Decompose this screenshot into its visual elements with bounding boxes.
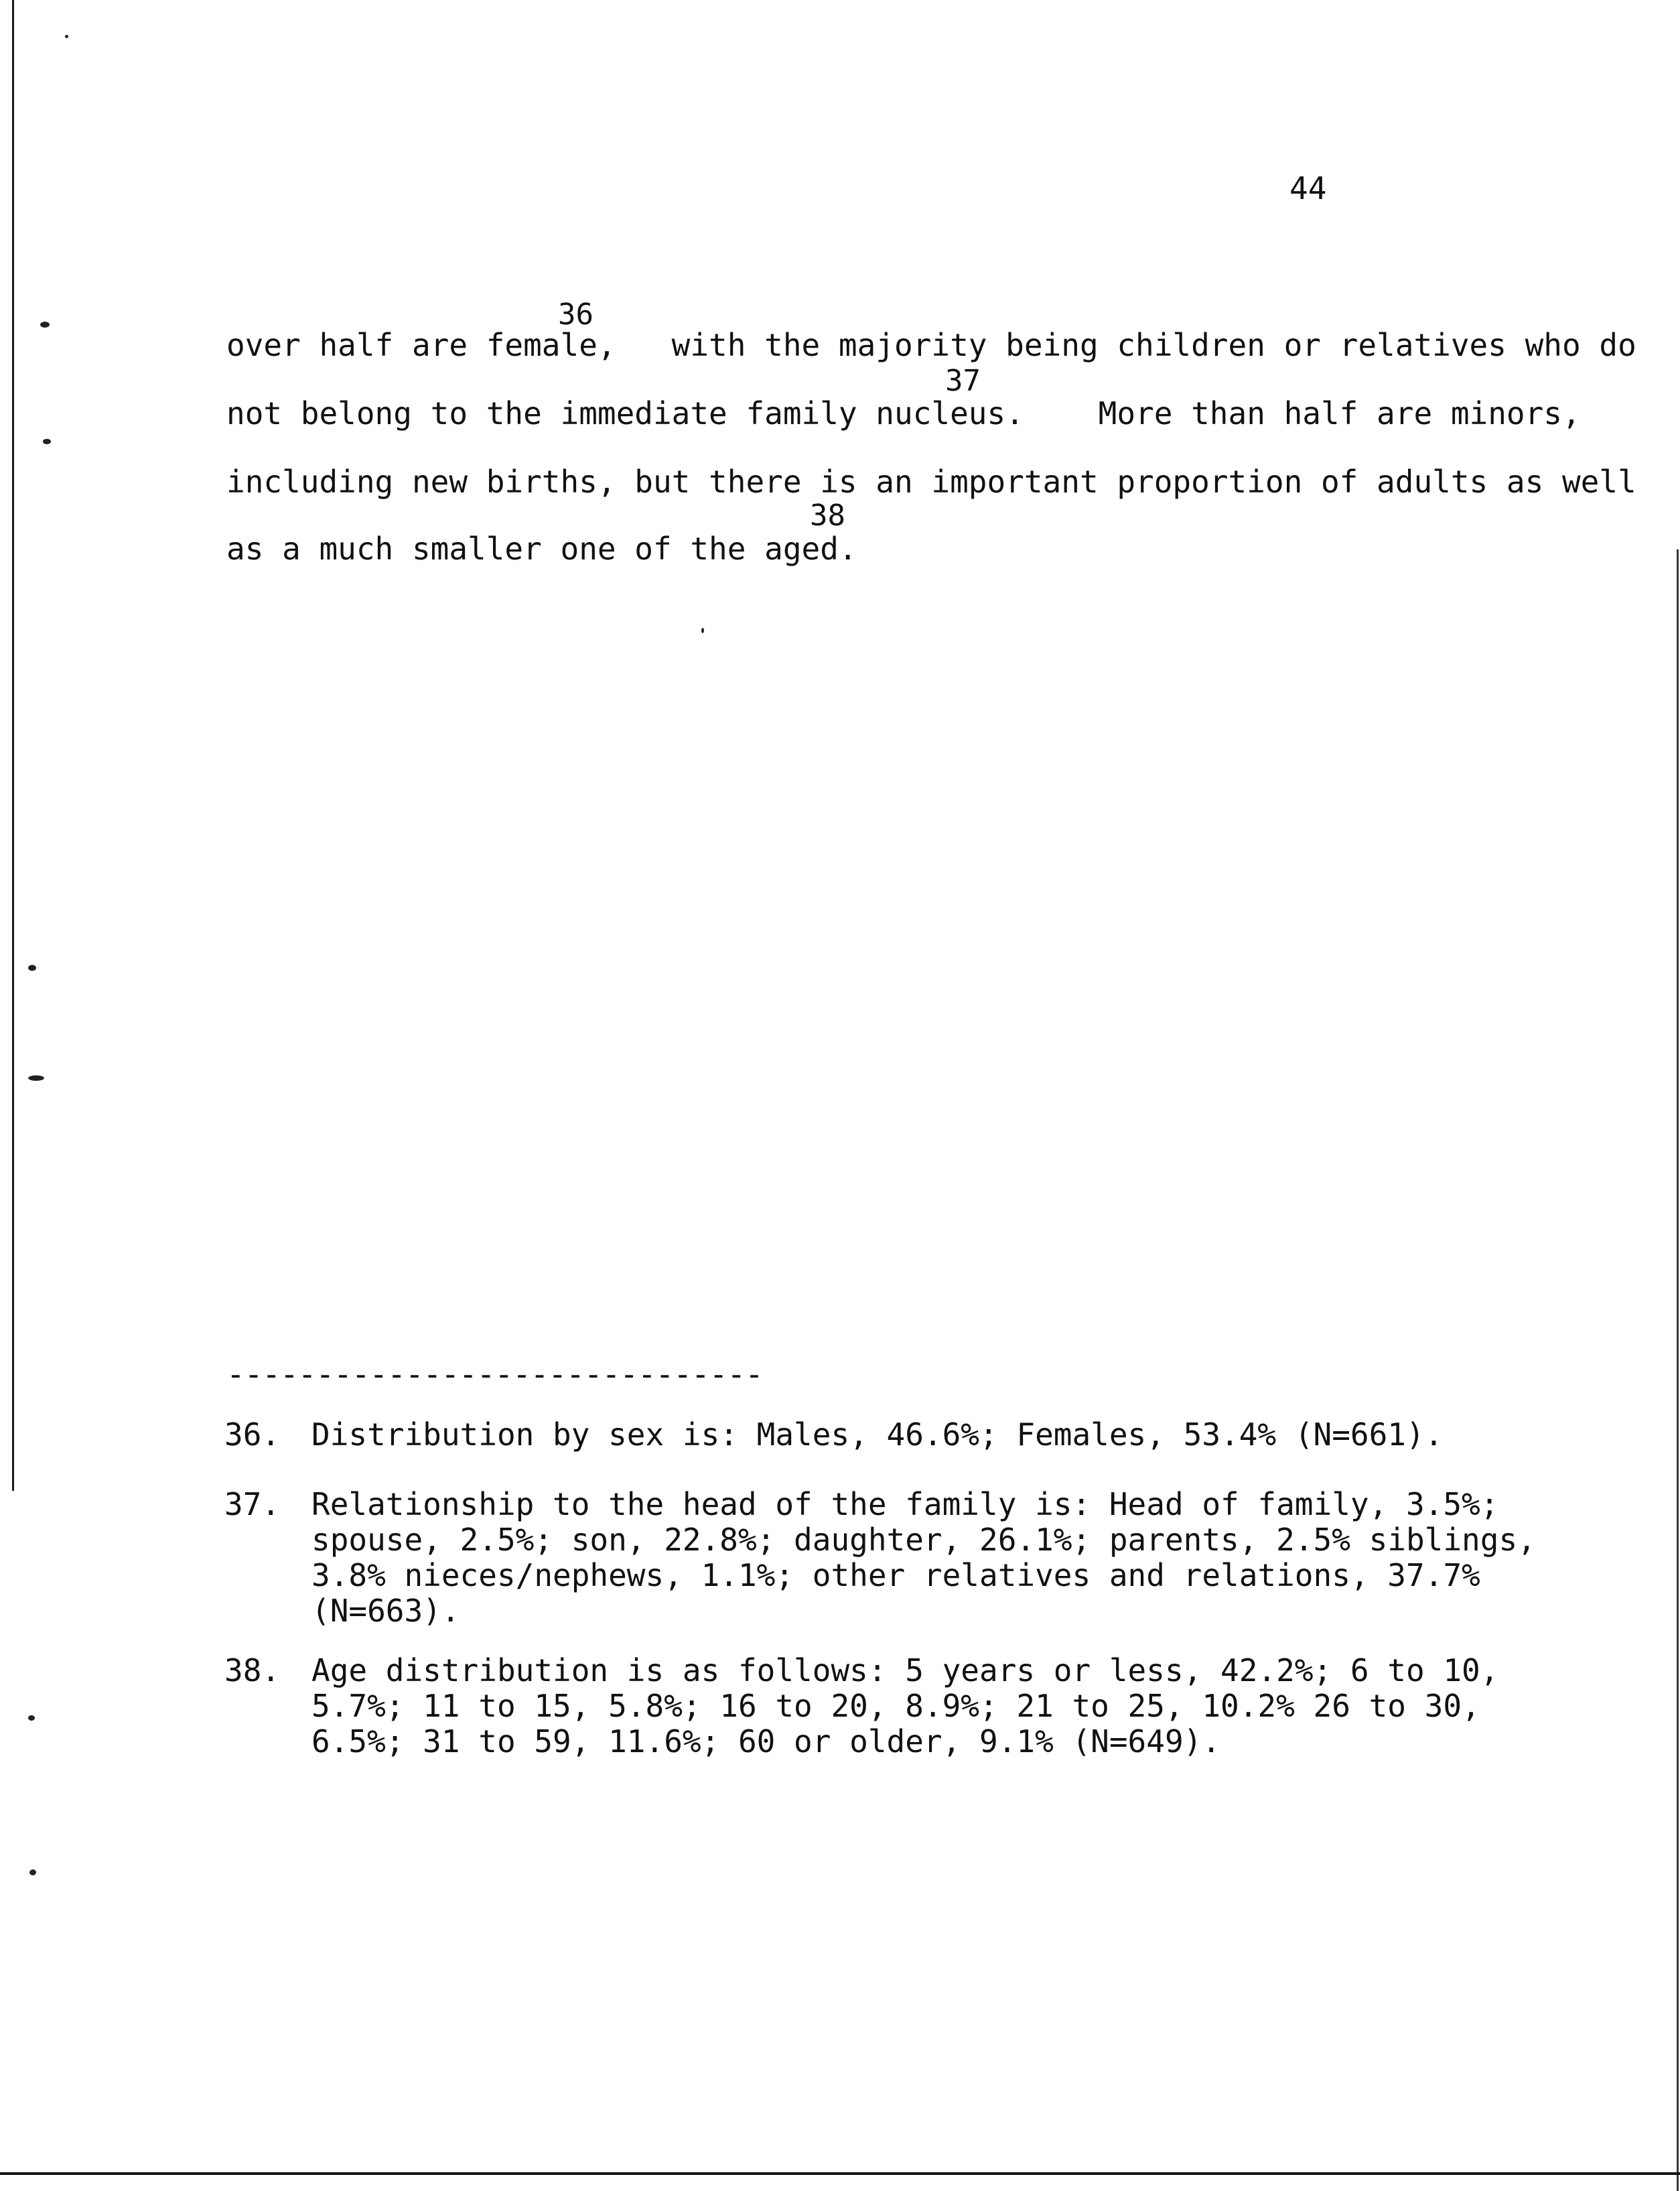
- footnote-reference-36: 36: [558, 297, 593, 332]
- footnote-reference-37: 37: [945, 364, 981, 398]
- scan-speck: [28, 1075, 44, 1081]
- footnote-number: 37.: [224, 1486, 281, 1522]
- scan-border-bottom: [0, 2172, 1680, 2175]
- scan-border-right: [1677, 549, 1679, 2191]
- page-number: 44: [1289, 170, 1327, 206]
- footnote-number: 38.: [224, 1652, 281, 1688]
- footnote-separator: ------------------------------: [226, 1356, 763, 1392]
- body-line-2: not belong to the immediate family nucleus. More than half are minors,: [226, 395, 1581, 431]
- scan-speck: [701, 628, 704, 633]
- footnote-text: Relationship to the head of the family is: Head of family, 3.5%; spouse, 2.5%; son, 22.8%; daughter, 26.1%; parents, 2.5% siblings, 3.8% nieces/nephews, 1.1%; other relatives and relations, 37.7% (N=663).: [311, 1486, 1536, 1629]
- scan-speck: [65, 35, 68, 38]
- scan-speck: [28, 1715, 35, 1721]
- scan-speck: [43, 439, 51, 444]
- scan-border-left: [12, 0, 14, 1491]
- footnote-number: 36.: [224, 1416, 281, 1453]
- footnote-text: Age distribution is as follows: 5 years or less, 42.2%; 6 to 10, 5.7%; 11 to 15, 5.8%; 16 to 20, 8.9%; 21 to 25, 10.2% 26 to 30, 6.5%; 31 to 59, 11.6%; 60 or older, 9.1% (N=649).: [311, 1652, 1499, 1760]
- body-line-1: over half are female, with the majority being children or relatives who do: [226, 327, 1636, 363]
- body-line-4: as a much smaller one of the aged.: [226, 531, 857, 567]
- scan-speck: [29, 1869, 36, 1875]
- body-line-3: including new births, but there is an important proportion of adults as well: [226, 464, 1636, 500]
- scan-speck: [28, 965, 36, 971]
- scan-speck: [40, 322, 50, 328]
- footnote-reference-38: 38: [810, 499, 845, 533]
- footnote-text: Distribution by sex is: Males, 46.6%; Females, 53.4% (N=661).: [311, 1416, 1444, 1453]
